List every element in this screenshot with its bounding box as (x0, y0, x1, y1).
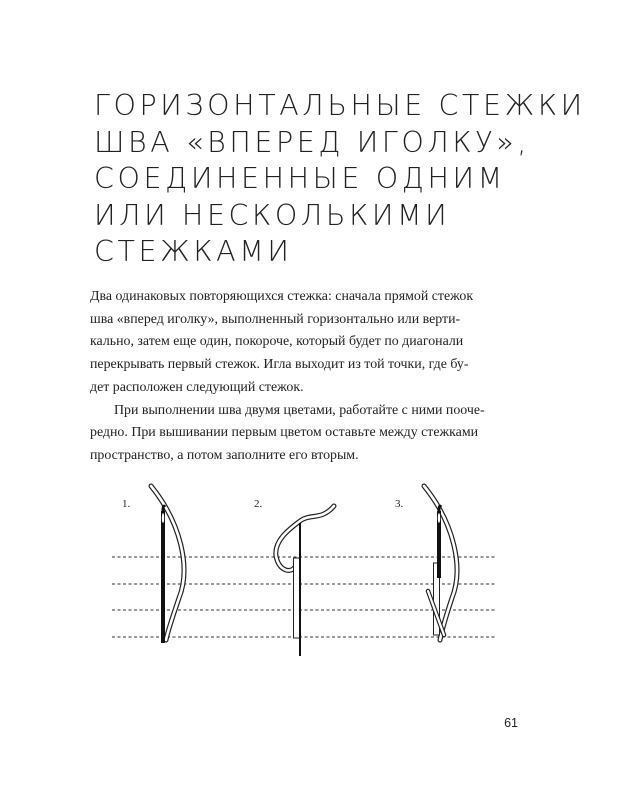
text-line: дет расположен следующий стежок. (90, 379, 304, 395)
stitch-illustration (106, 478, 498, 663)
text-line: кально, затем еще один, покороче, который будет по диагонали (90, 334, 464, 350)
text-line: пространство, а потом заполните его вторым. (90, 447, 359, 463)
paragraph-1 (90, 286, 516, 400)
step-1-drawing (151, 486, 184, 643)
title-line: СТЕЖКАМИ (94, 235, 293, 268)
step-3-drawing (424, 486, 457, 640)
stitch-diagram (106, 478, 498, 663)
text-line: При выполнении шва двумя цветами, работайте с ними пооче- (114, 402, 485, 418)
text-line: редно. При вышивании первым цветом оставьте между стежками (90, 425, 479, 441)
paragraph-2 (90, 400, 516, 468)
text-line: Два одинаковых повторяющихся стежка: сначала прямой стежок (90, 289, 474, 304)
text-line: перекрывать первый стежок. Игла выходит из той точки, где бу- (90, 357, 469, 373)
step-1-label: 1. (122, 498, 131, 510)
body-text (90, 286, 516, 468)
text-line: шва «вперед иголку», выполненный горизонтально или верти- (90, 311, 461, 327)
step-2-label: 2. (254, 498, 263, 510)
title-line: СОЕДИНЕННЫЕ ОДНИМ (94, 162, 506, 195)
title-line: ШВА «ВПЕРЕД ИГОЛКУ», (94, 125, 530, 159)
page-title (94, 88, 586, 271)
title-line: ГОРИЗОНТАЛЬНЫЕ СТЕЖКИ (94, 89, 586, 122)
step-2-drawing (276, 506, 334, 656)
page-number: 61 (504, 716, 518, 730)
title-line: ИЛИ НЕСКОЛЬКИМИ (94, 198, 451, 232)
step-3-label: 3. (395, 498, 404, 510)
